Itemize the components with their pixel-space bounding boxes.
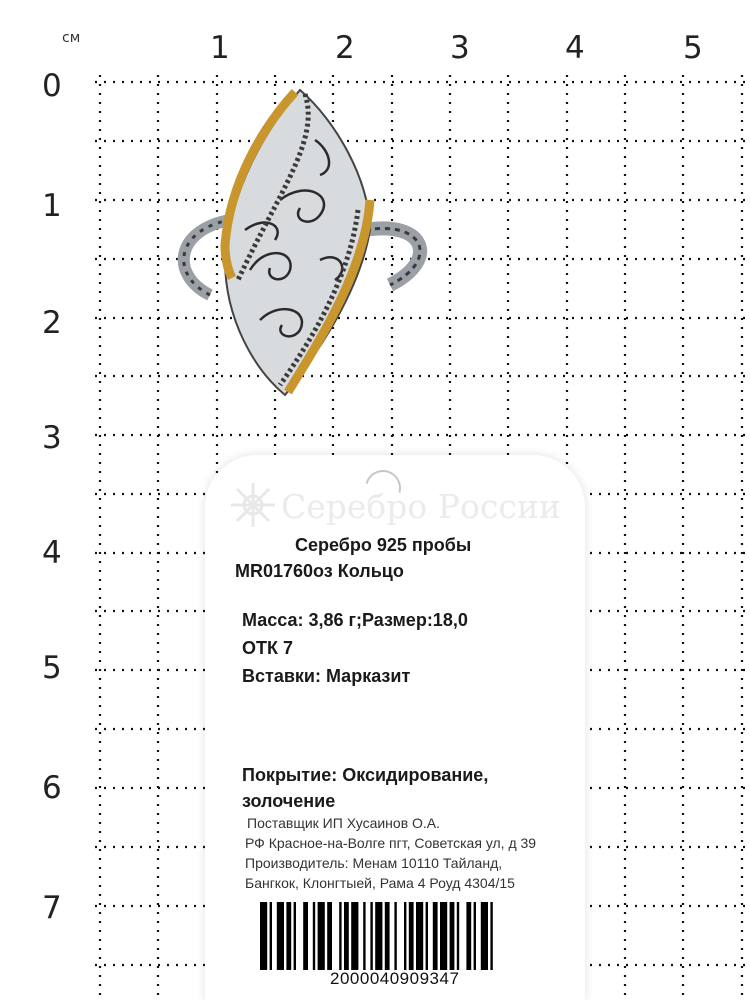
- unit-label: см: [62, 30, 81, 46]
- tag-line-article: MR01760оз Кольцо: [235, 561, 404, 581]
- tag-line-supplier-address: РФ Красное-на-Волге пгт, Советская ул, д 39: [245, 835, 537, 851]
- watermark-text: Серебро России: [281, 487, 561, 526]
- y-mark-1: 1: [42, 188, 62, 224]
- watermark: [205, 477, 585, 537]
- y-mark-3: 3: [42, 420, 62, 456]
- x-mark-2: 2: [335, 30, 355, 66]
- tag-line-inserts: Вставки: Марказит: [242, 666, 411, 686]
- y-mark-2: 2: [42, 305, 62, 341]
- barcode-number: 2000040909347: [330, 969, 460, 988]
- x-mark-3: 3: [450, 30, 470, 66]
- tag-line-supplier: Поставщик ИП Хусаинов О.А.: [247, 815, 441, 831]
- x-mark-5: 5: [683, 30, 703, 66]
- tag-line-otk: ОТК 7: [242, 638, 293, 658]
- y-mark-5: 5: [42, 650, 62, 686]
- barcode: [260, 902, 550, 970]
- y-mark-6: 6: [42, 770, 62, 806]
- tag-line-coating: Покрытие: Оксидирование,: [242, 765, 489, 785]
- tag-line-weight-size: Масса: 3,86 г;Размер:18,0: [242, 610, 468, 630]
- tag-line-maker-address: Бангкок, Клонгтыей, Рама 4 Роуд 4304/15: [245, 875, 515, 891]
- x-mark-4: 4: [565, 30, 585, 66]
- tag-line-metal: Серебро 925 пробы: [295, 535, 472, 555]
- y-mark-4: 4: [42, 535, 62, 571]
- y-mark-0: 0: [42, 68, 62, 104]
- y-mark-7: 7: [42, 890, 62, 926]
- x-mark-1: 1: [210, 30, 230, 66]
- tag-line-maker: Производитель: Менам 10110 Тайланд,: [245, 855, 503, 871]
- snowflake-icon: [227, 479, 279, 531]
- ring-icon: [170, 80, 440, 405]
- price-tag: [205, 455, 585, 1000]
- tag-line-coating-2: золочение: [242, 791, 336, 811]
